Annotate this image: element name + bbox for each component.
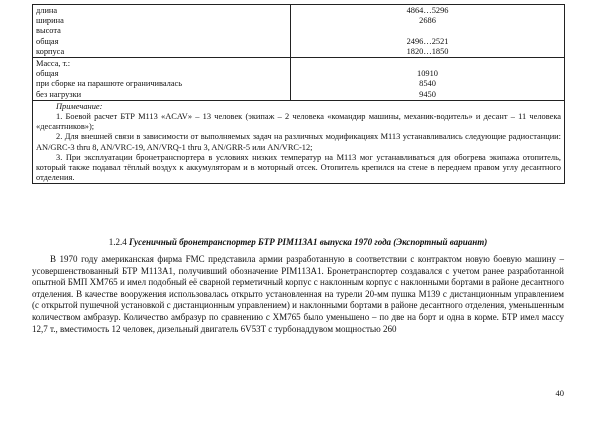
mass-labels-cell: [33, 58, 291, 101]
dimension-label: корпуса: [36, 46, 65, 56]
section-number: 1.2.4: [108, 237, 127, 247]
mass-label: общая: [36, 69, 59, 79]
section-heading: [32, 237, 564, 248]
mass-value: 9450: [419, 89, 436, 99]
note-title: Примечание:: [56, 101, 103, 111]
specifications-table: [32, 4, 565, 184]
mass-values-cell: [291, 58, 565, 101]
mass-label: без нагрузки: [36, 89, 82, 99]
dimension-label: высота: [36, 26, 61, 36]
note-item: 3. При эксплуатации бронетранспортера в условиях низких температур на М113 мог устанавливаться для обогрева экипажа отопитель, который также подавал тёплый воздух к аккумуляторам и в моторный отсек. Отопитель крепился на стене в переднем правом углу десантного отделения.: [36, 152, 561, 183]
dimension-value-empty: [294, 26, 561, 36]
note-item: 2. Для внешней связи в зависимости от выполняемых задач на различных модификациях М113 устанавливались следующие радиостанции: AN/GRC-3 thru 8, AN/VRC-19, AN/VRQ-1 thru 3, AN/GRR-5 или AN/VRC-12;: [36, 132, 561, 152]
dimension-value: 2686: [419, 16, 436, 26]
mass-label: Масса, т.:: [36, 59, 71, 69]
note-row: [33, 100, 565, 184]
dimension-value: 4864…5296: [406, 6, 449, 15]
dimension-value: 1820…1850: [406, 46, 449, 56]
section-title: Гусеничный бронетранспортер БТР PIM113A1 выпуска 1970 года (Экспортный вариант): [129, 237, 488, 247]
dimension-label: длина: [36, 6, 58, 15]
dimensions-labels-cell: [33, 5, 291, 58]
mass-value: 10910: [417, 69, 438, 79]
mass-row: [33, 58, 565, 101]
mass-label: при сборке на парашюте ограничивалась: [36, 79, 183, 89]
page-number: 40: [555, 388, 564, 398]
mass-value: 8540: [419, 79, 436, 89]
note-item: 1. Боевой расчет БТР М113 «ACAV» – 13 человек (экипаж – 2 человека «командир машины, механик-водитель» и десант – 11 человека «десантников»);: [36, 112, 561, 132]
dimension-label: общая: [36, 36, 59, 46]
note-cell: [33, 100, 565, 184]
body-paragraph: В 1970 году американская фирма FMC представила армии разработанную в соответствии с контрактом новую боевую машину – усовершенствованный БТР М113А1, получивший обозначение PIM113A1. Бронетранспортер создавался с учетом ранее разработанной опытной БМП ХМ765 и имел подобный её сварной герметичный корпус с наклонным корпус с наклонными бортами в районе десантного отделения. В качестве вооружения использовалась открыто установленная на турели 20-мм пушка М139 с дистанционным управлением (с открытой пушечной установкой с дистанционным управлением) и наклонными бортами в районе десантного отделения, уменьшенным количеством амбразур. Количество амбразур по сравнению с ХМ765 было уменьшено – по две на борт и одна в корме. БТР имел массу 12,7 т., вместимость 12 человек, дизельный двигатель 6V53T с турбонаддувом мощностью 260: [32, 254, 564, 334]
dimension-label: ширина: [36, 16, 64, 26]
mass-value-empty: [294, 59, 561, 69]
dimensions-row: [33, 5, 565, 58]
dimensions-values-cell: [291, 5, 565, 58]
dimension-value: 2496…2521: [406, 36, 449, 46]
